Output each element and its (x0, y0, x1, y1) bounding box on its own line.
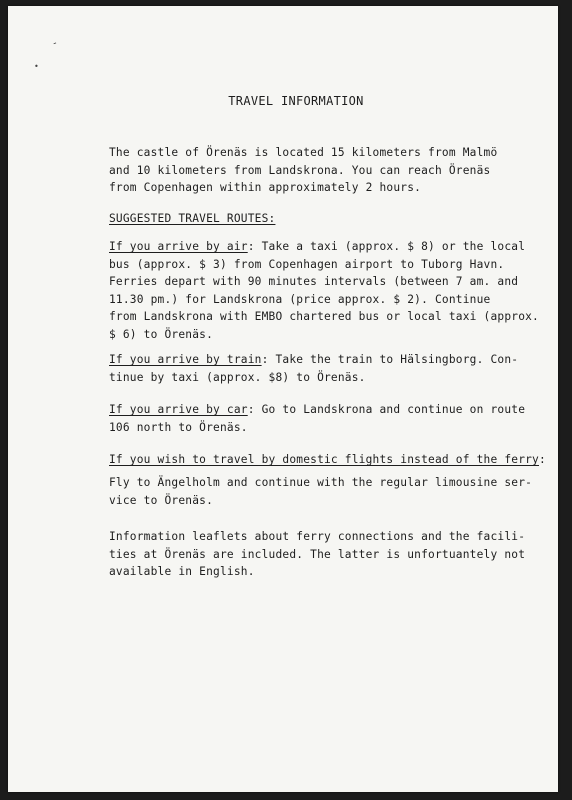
flights-route-paragraph (109, 474, 533, 509)
flights-route-colon: : (539, 453, 546, 466)
car-route-label: If you arrive by car (109, 403, 248, 416)
closing-line: ties at Örenäs are included. The latter is unfortuantely not (109, 547, 526, 561)
car-route-line: : Go to Landskrona and continue on route (247, 403, 526, 416)
closing-line: available in English. (109, 565, 255, 579)
train-route-paragraph (109, 351, 529, 386)
intro-line: and 10 kilometers from Landskrona. You can reach Örenäs (109, 163, 491, 177)
closing-paragraph (109, 528, 529, 581)
flights-route-line: vice to Örenäs. (109, 493, 214, 507)
flights-route-line: Fly to Ängelholm and continue with the regular limousine ser- (109, 476, 533, 489)
air-route-line: Ferries depart with 90 minutes intervals (between 7 am. and (109, 275, 519, 289)
air-route-line: 11.30 pm.) for Landskrona (price approx. $ 2). Continue (109, 292, 491, 306)
handwritten-mark: - (50, 37, 60, 50)
routes-heading: SUGGESTED TRAVEL ROUTES: (109, 212, 276, 225)
routes-heading-block (109, 210, 529, 228)
intro-paragraph (109, 144, 529, 197)
intro-line: The castle of Örenäs is located 15 kilometers from Malmö (109, 146, 498, 159)
air-route-paragraph (109, 238, 539, 344)
air-route-line: from Landskrona with EMBO chartered bus or local taxi (approx. (109, 310, 539, 324)
air-route-line: $ 6) to Örenäs. (109, 327, 214, 341)
train-route-label: If you arrive by train (109, 353, 262, 366)
car-route-paragraph (109, 401, 529, 436)
train-route-line: : Take the train to Hälsingborg. Con- (261, 353, 519, 366)
closing-line: Information leaflets about ferry connections and the facili- (109, 530, 526, 543)
intro-line: from Copenhagen within approximately 2 hours. (109, 181, 422, 195)
document-page (8, 6, 558, 792)
ink-dot: • (34, 62, 39, 71)
air-route-label: If you arrive by air (109, 240, 248, 253)
flights-route-label: If you wish to travel by domestic flights instead of the ferry (109, 453, 539, 466)
air-route-line: bus (approx. $ 3) from Copenhagen airport to Tuborg Havn. (109, 257, 505, 271)
flights-route-heading (109, 451, 546, 469)
car-route-line: 106 north to Örenäs. (109, 420, 248, 434)
page-title: TRAVEL INFORMATION (228, 94, 364, 108)
air-route-line: : Take a taxi (approx. $ 8) or the local (247, 240, 526, 253)
train-route-line: tinue by taxi (approx. $8) to Örenäs. (109, 370, 366, 384)
